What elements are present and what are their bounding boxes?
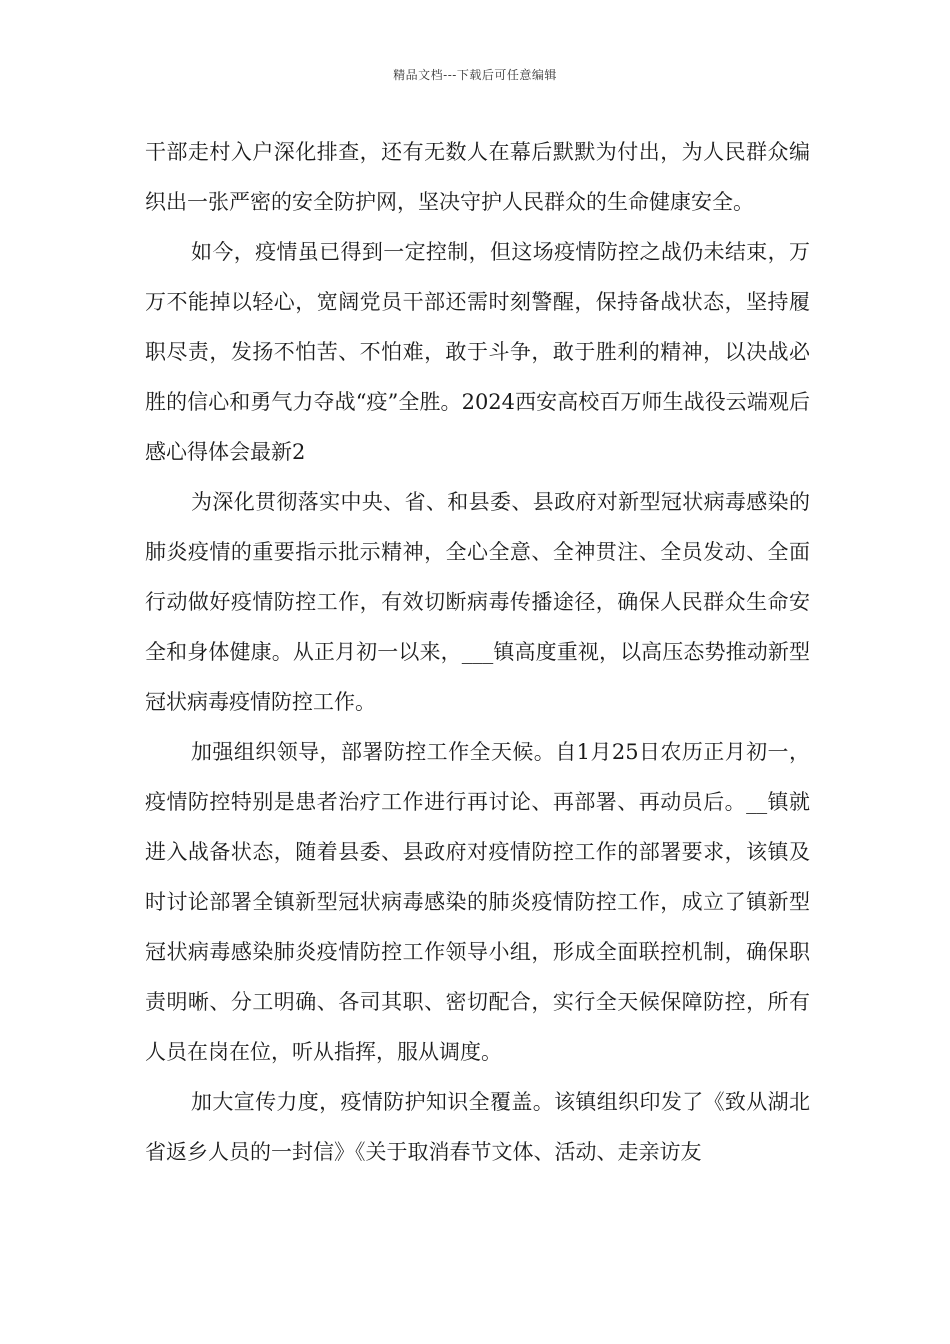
- paragraph-3: 为深化贯彻落实中央、省、和县委、县政府对新型冠状病毒感染的肺炎疫情的重要指示批示精神，全心全意、全神贯注、全员发动、全面行动做好疫情防控工作，有效切断病毒传播途径，确保人民群众生命安全和身体健康。从正月初一以来，___镇高度重视，以高压态势推动新型冠状病毒疫情防控工作。: [145, 490, 810, 714]
- document-body: [145, 127, 810, 1177]
- paragraph-2: 如今，疫情虽已得到一定控制，但这场疫情防控之战仍未结束，万万不能掉以轻心，宽阔党员干部还需时刻警醒，保持备战状态，坚持履职尽责，发扬不怕苦、不怕难，敢于斗争，敢于胜利的精神，以决战必胜的信心和勇气力夺战“疫”全胜。2024西安高校百万师生战役云端观后感心得体会最新2: [145, 240, 810, 464]
- paragraph-1: 干部走村入户深化排查，还有无数人在幕后默默为付出，为人民群众编织出一张严密的安全防护网，坚决守护人民群众的生命健康安全。: [145, 140, 810, 214]
- paragraph-4: 加强组织领导，部署防控工作全天候。自1月25日农历正月初一，疫情防控特别是患者治疗工作进行再讨论、再部署、再动员后。__镇就进入战备状态，随着县委、县政府对疫情防控工作的部署要求，该镇及时讨论部署全镇新型冠状病毒感染的肺炎疫情防控工作，成立了镇新型冠状病毒感染肺炎疫情防控工作领导小组，形成全面联控机制，确保职责明晰、分工明确、各司其职、密切配合，实行全天候保障防控，所有人员在岗在位，听从指挥，服从调度。: [145, 740, 810, 1064]
- page-header: 精品文档---下载后可任意编辑: [393, 68, 557, 82]
- paragraph-5: 加大宣传力度，疫情防护知识全覆盖。该镇组织印发了《致从湖北省返乡人员的一封信》《关于取消春节文体、活动、走亲访友: [145, 1090, 810, 1164]
